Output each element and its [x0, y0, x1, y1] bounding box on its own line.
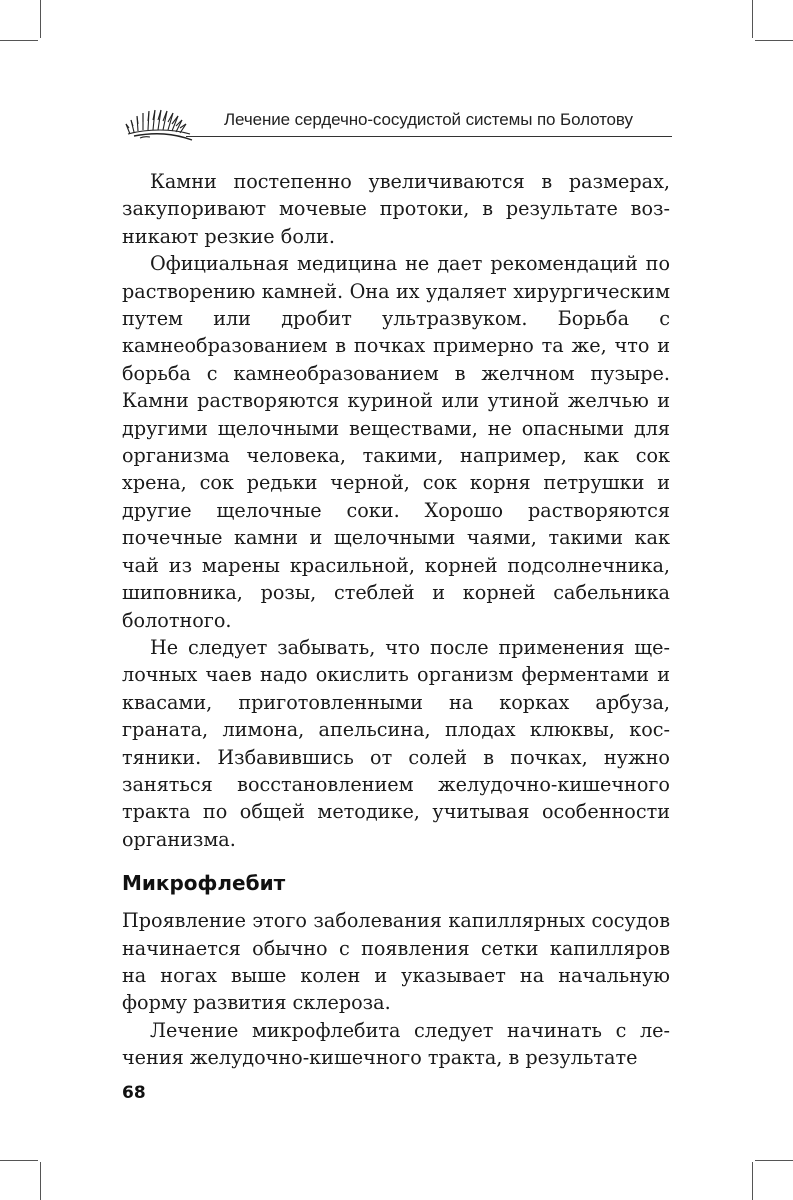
page-body: [122, 168, 670, 1072]
crop-mark-right-bottom: [755, 1160, 793, 1161]
paragraph-microphlebitis-intro: Проявление этого заболевания капиллярных сосудов начинается обычно с появления сетки капилляров на ногах выше колен и указывает на начальную форму развития склероза.: [122, 909, 670, 1015]
paragraph-kidney-stones-growth: Камни постепенно увеличиваются в размерах, закупоривают мочевые протоки, в результате возникают резкие боли.: [122, 170, 670, 248]
running-header: [120, 96, 672, 146]
crop-mark-bottom-right: [752, 1162, 753, 1200]
crop-mark-left-top: [0, 40, 38, 41]
running-header-title: Лечение сердечно-сосудистой системы по Болотову: [224, 110, 633, 129]
section-heading-microphlebitis: Микрофлебит: [122, 871, 286, 896]
crop-mark-left-bottom: [0, 1160, 38, 1161]
sunflower-ornament-icon: [120, 100, 200, 144]
paragraph-official-medicine: Официальная медицина не дает рекомендаций по растворению камней. Она их удаляет хирургическим путем или дробит ультразвуком. Борьба с камнеобразованием в почках примерно та же, что и борьба с камнеобразованием в желчном пузыре. Камни растворяются куриной или утиной желчью и другими щелочными веществами, не опасными для организма человека, такими, например, как сок хрена, сок редьки черной, сок корня петрушки и другие щелочные соки. Хорошо растворяются почечные камни и щелочными чаями, такими как чай из марены красильной, корней подсолнечника, шиповника, розы, стеблей и корней сабельника болотного.: [122, 252, 670, 632]
page-number: 68: [122, 1083, 146, 1103]
crop-mark-bottom-left: [40, 1162, 41, 1200]
crop-mark-top-left: [40, 0, 41, 38]
crop-mark-top-right: [752, 0, 753, 38]
paragraph-alkaline-teas: Не следует забывать, что после применения щелочных чаев надо окислить организм ферментами и квасами, приготовленными на корках арбуза, граната, лимона, апельсина, плодах клюквы, костяники. Избавившись от солей в почках, нужно заняться восстановлением желудочно-кишечного тракта по общей методике, учитывая особенности организма.: [122, 635, 670, 851]
paragraph-microphlebitis-treatment: Лечение микрофлебита следует начинать с лечения желудочно-кишечного тракта, в результате: [122, 1018, 670, 1070]
header-rule: [186, 136, 672, 137]
crop-mark-right-top: [755, 40, 793, 41]
